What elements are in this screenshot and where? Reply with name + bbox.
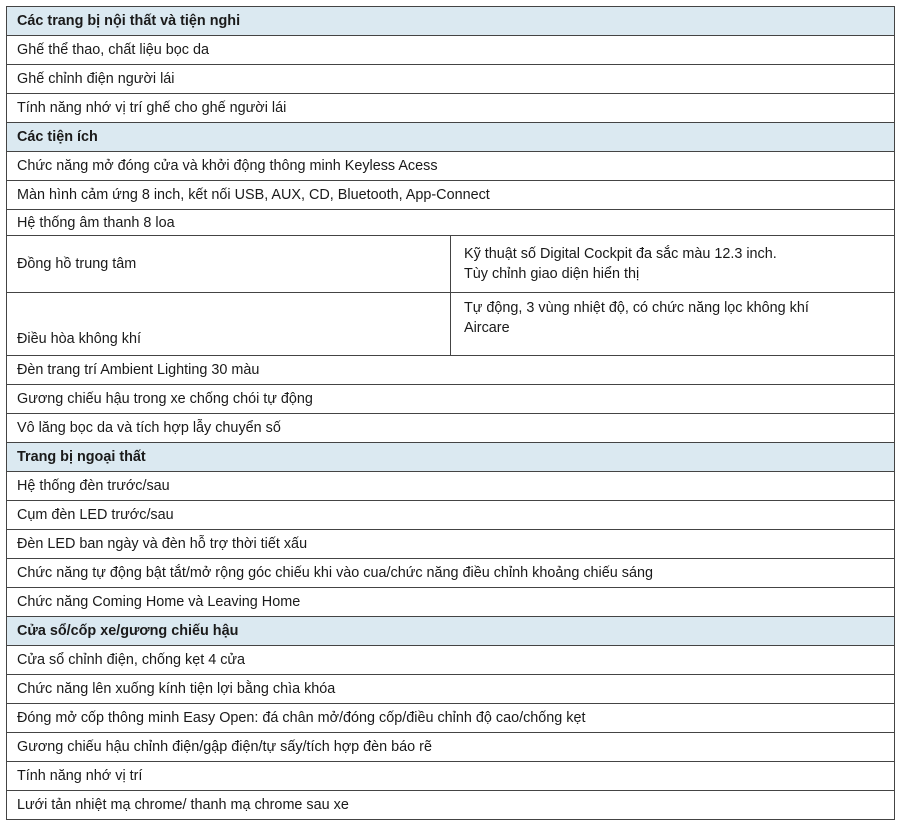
- feature-cell: Màn hình cảm ứng 8 inch, kết nối USB, AUX, CD, Bluetooth, App-Connect: [7, 181, 895, 210]
- table-row: [7, 762, 895, 791]
- feature-label-cell: Đồng hồ trung tâm: [7, 236, 451, 293]
- feature-value-cell: [451, 293, 895, 356]
- table-row: [7, 675, 895, 704]
- spec-table: [6, 6, 895, 820]
- section-title: Các tiện ích: [7, 123, 895, 152]
- value-line: Tùy chỉnh giao diện hiển thị: [464, 266, 640, 282]
- feature-cell: Gương chiếu hậu trong xe chống chói tự động: [7, 385, 895, 414]
- table-row: [7, 530, 895, 559]
- feature-cell: Ghế thể thao, chất liệu bọc da: [7, 36, 895, 65]
- table-row: [7, 588, 895, 617]
- table-row: [7, 559, 895, 588]
- table-row: [7, 94, 895, 123]
- table-row: [7, 791, 895, 820]
- feature-cell: Chức năng lên xuống kính tiện lợi bằng chìa khóa: [7, 675, 895, 704]
- value-line: Kỹ thuật số Digital Cockpit đa sắc màu 12.3 inch.: [464, 246, 777, 262]
- feature-cell: Tính năng nhớ vị trí ghế cho ghế người lái: [7, 94, 895, 123]
- table-row: [7, 501, 895, 530]
- table-row: [7, 65, 895, 94]
- value-line: Aircare: [464, 320, 510, 336]
- feature-cell: Vô lăng bọc da và tích hợp lẫy chuyển số: [7, 414, 895, 443]
- feature-cell: Ghế chỉnh điện người lái: [7, 65, 895, 94]
- feature-cell: Đóng mở cốp thông minh Easy Open: đá chân mở/đóng cốp/điều chỉnh độ cao/chống kẹt: [7, 704, 895, 733]
- section-title: Cửa sổ/cốp xe/gương chiếu hậu: [7, 617, 895, 646]
- table-row: [7, 414, 895, 443]
- table-row: [7, 385, 895, 414]
- table-row: [7, 733, 895, 762]
- feature-cell: Chức năng mở đóng cửa và khởi động thông minh Keyless Acess: [7, 152, 895, 181]
- feature-cell: Lưới tản nhiệt mạ chrome/ thanh mạ chrome sau xe: [7, 791, 895, 820]
- section-header-interior: [7, 7, 895, 36]
- value-line: Tự động, 3 vùng nhiệt độ, có chức năng lọc không khí: [464, 300, 809, 316]
- table-row-climate: [7, 293, 895, 356]
- feature-label-cell: Điều hòa không khí: [7, 293, 451, 356]
- section-header-windows: [7, 617, 895, 646]
- feature-cell: Đèn trang trí Ambient Lighting 30 màu: [7, 356, 895, 385]
- feature-cell: Cụm đèn LED trước/sau: [7, 501, 895, 530]
- section-title: Trang bị ngoại thất: [7, 443, 895, 472]
- feature-cell: Gương chiếu hậu chỉnh điện/gập điện/tự sấy/tích hợp đèn báo rẽ: [7, 733, 895, 762]
- feature-cell: Tính năng nhớ vị trí: [7, 762, 895, 791]
- feature-cell: Cửa sổ chỉnh điện, chống kẹt 4 cửa: [7, 646, 895, 675]
- table-row: [7, 210, 895, 236]
- section-header-utilities: [7, 123, 895, 152]
- table-row: [7, 646, 895, 675]
- table-row: [7, 356, 895, 385]
- feature-cell: Đèn LED ban ngày và đèn hỗ trợ thời tiết xấu: [7, 530, 895, 559]
- table-row: [7, 36, 895, 65]
- section-header-exterior: [7, 443, 895, 472]
- feature-cell: Chức năng Coming Home và Leaving Home: [7, 588, 895, 617]
- feature-cell: Hệ thống đèn trước/sau: [7, 472, 895, 501]
- table-row: [7, 472, 895, 501]
- table-row-cluster: [7, 236, 895, 293]
- table-row: [7, 181, 895, 210]
- feature-cell: Chức năng tự động bật tắt/mở rộng góc chiếu khi vào cua/chức năng điều chỉnh khoảng chiếu sáng: [7, 559, 895, 588]
- feature-cell: Hệ thống âm thanh 8 loa: [7, 210, 895, 236]
- table-row: [7, 704, 895, 733]
- table-row: [7, 152, 895, 181]
- section-title: Các trang bị nội thất và tiện nghi: [7, 7, 895, 36]
- feature-value-cell: [451, 236, 895, 293]
